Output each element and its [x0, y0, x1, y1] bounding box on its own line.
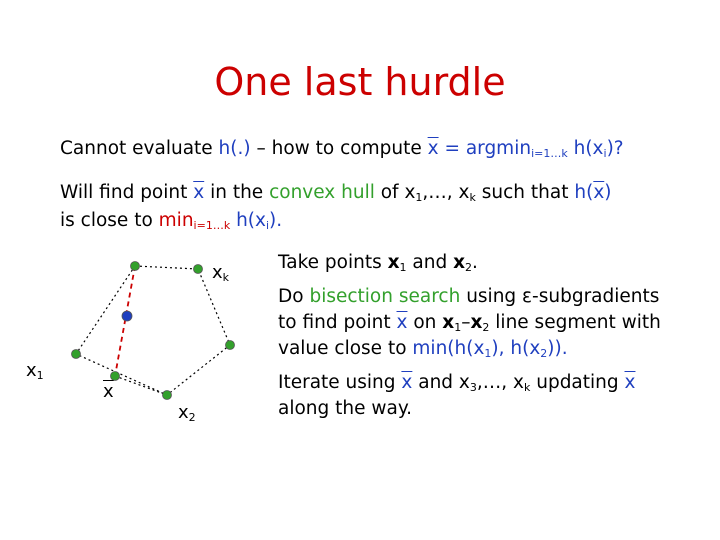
text: of x: [374, 182, 416, 203]
subscript: 1: [415, 191, 423, 204]
text: h(x: [230, 210, 266, 231]
hull-polygon: [76, 266, 230, 395]
text: in the: [204, 182, 270, 203]
subscript: i=1…k: [193, 219, 231, 232]
subscript: i: [603, 147, 607, 160]
text: ,…, x: [422, 182, 470, 203]
segment-x1-x2: [115, 376, 167, 395]
text: ).: [269, 210, 283, 231]
text: such that: [475, 182, 575, 203]
step-2-line-1: Do bisection search using ε-subgradients: [278, 286, 660, 307]
text: h(: [574, 182, 594, 203]
min-term: min: [158, 210, 194, 231]
step-3-line-1: Iterate using $\overline{x}$ and $x_3,\dots$, $x_k$ updating $\overline{x}$: [278, 372, 636, 394]
step-2-line-3: value close to $\min(h(x_1)$, $h(x_2)$).: [278, 338, 568, 360]
xbar-symbol: $\overline{x}$: [427, 138, 439, 159]
xbar-symbol: $\overline{x}$: [624, 372, 636, 393]
xbar-symbol: $\overline{x}$: [396, 312, 408, 333]
label-xbar: $\overline{x}$: [103, 381, 114, 402]
text: ): [604, 182, 612, 203]
label-x1: $x_1$: [26, 360, 44, 382]
xbar-symbol: $\overline{x}$: [193, 182, 205, 203]
text: h(x: [567, 138, 604, 159]
subscript: i=1…k: [531, 147, 568, 160]
text: Will find point: [60, 182, 194, 203]
text: = argmin: [438, 138, 532, 159]
step-3-line-2: along the way.: [278, 398, 413, 419]
label-x2: $x_2$: [178, 402, 196, 424]
slide-title: One last hurdle: [214, 60, 506, 104]
text: )?: [606, 138, 624, 159]
xbar-symbol: $\overline{x}$: [401, 372, 413, 393]
vertex-right: [226, 341, 235, 350]
subscript: k: [469, 191, 476, 204]
vertex-x1: [72, 350, 81, 359]
text: Cannot evaluate: [60, 138, 219, 159]
label-xk: $x_k$: [212, 262, 230, 284]
blue-point: [122, 311, 132, 321]
text: is close to: [60, 210, 159, 231]
step-2-line-2: to find point $\overline{x}$ on $x_1-x_2$ line segment with: [278, 312, 661, 334]
convex-hull-term: convex hull: [269, 182, 375, 203]
point-xbar: [111, 372, 120, 381]
step-1: Take points $x_1$ and $x_2$.: [278, 252, 478, 274]
h-function: h(.): [218, 138, 251, 159]
subscript: i: [265, 219, 270, 232]
vertex-xk: [194, 265, 203, 274]
vertex-top-left: [131, 262, 140, 271]
text: – how to compute: [250, 138, 428, 159]
xbar-symbol: $\overline{x}$: [593, 182, 605, 203]
bisection-search-term: bisection search: [309, 286, 461, 307]
vertex-x2: [163, 391, 172, 400]
